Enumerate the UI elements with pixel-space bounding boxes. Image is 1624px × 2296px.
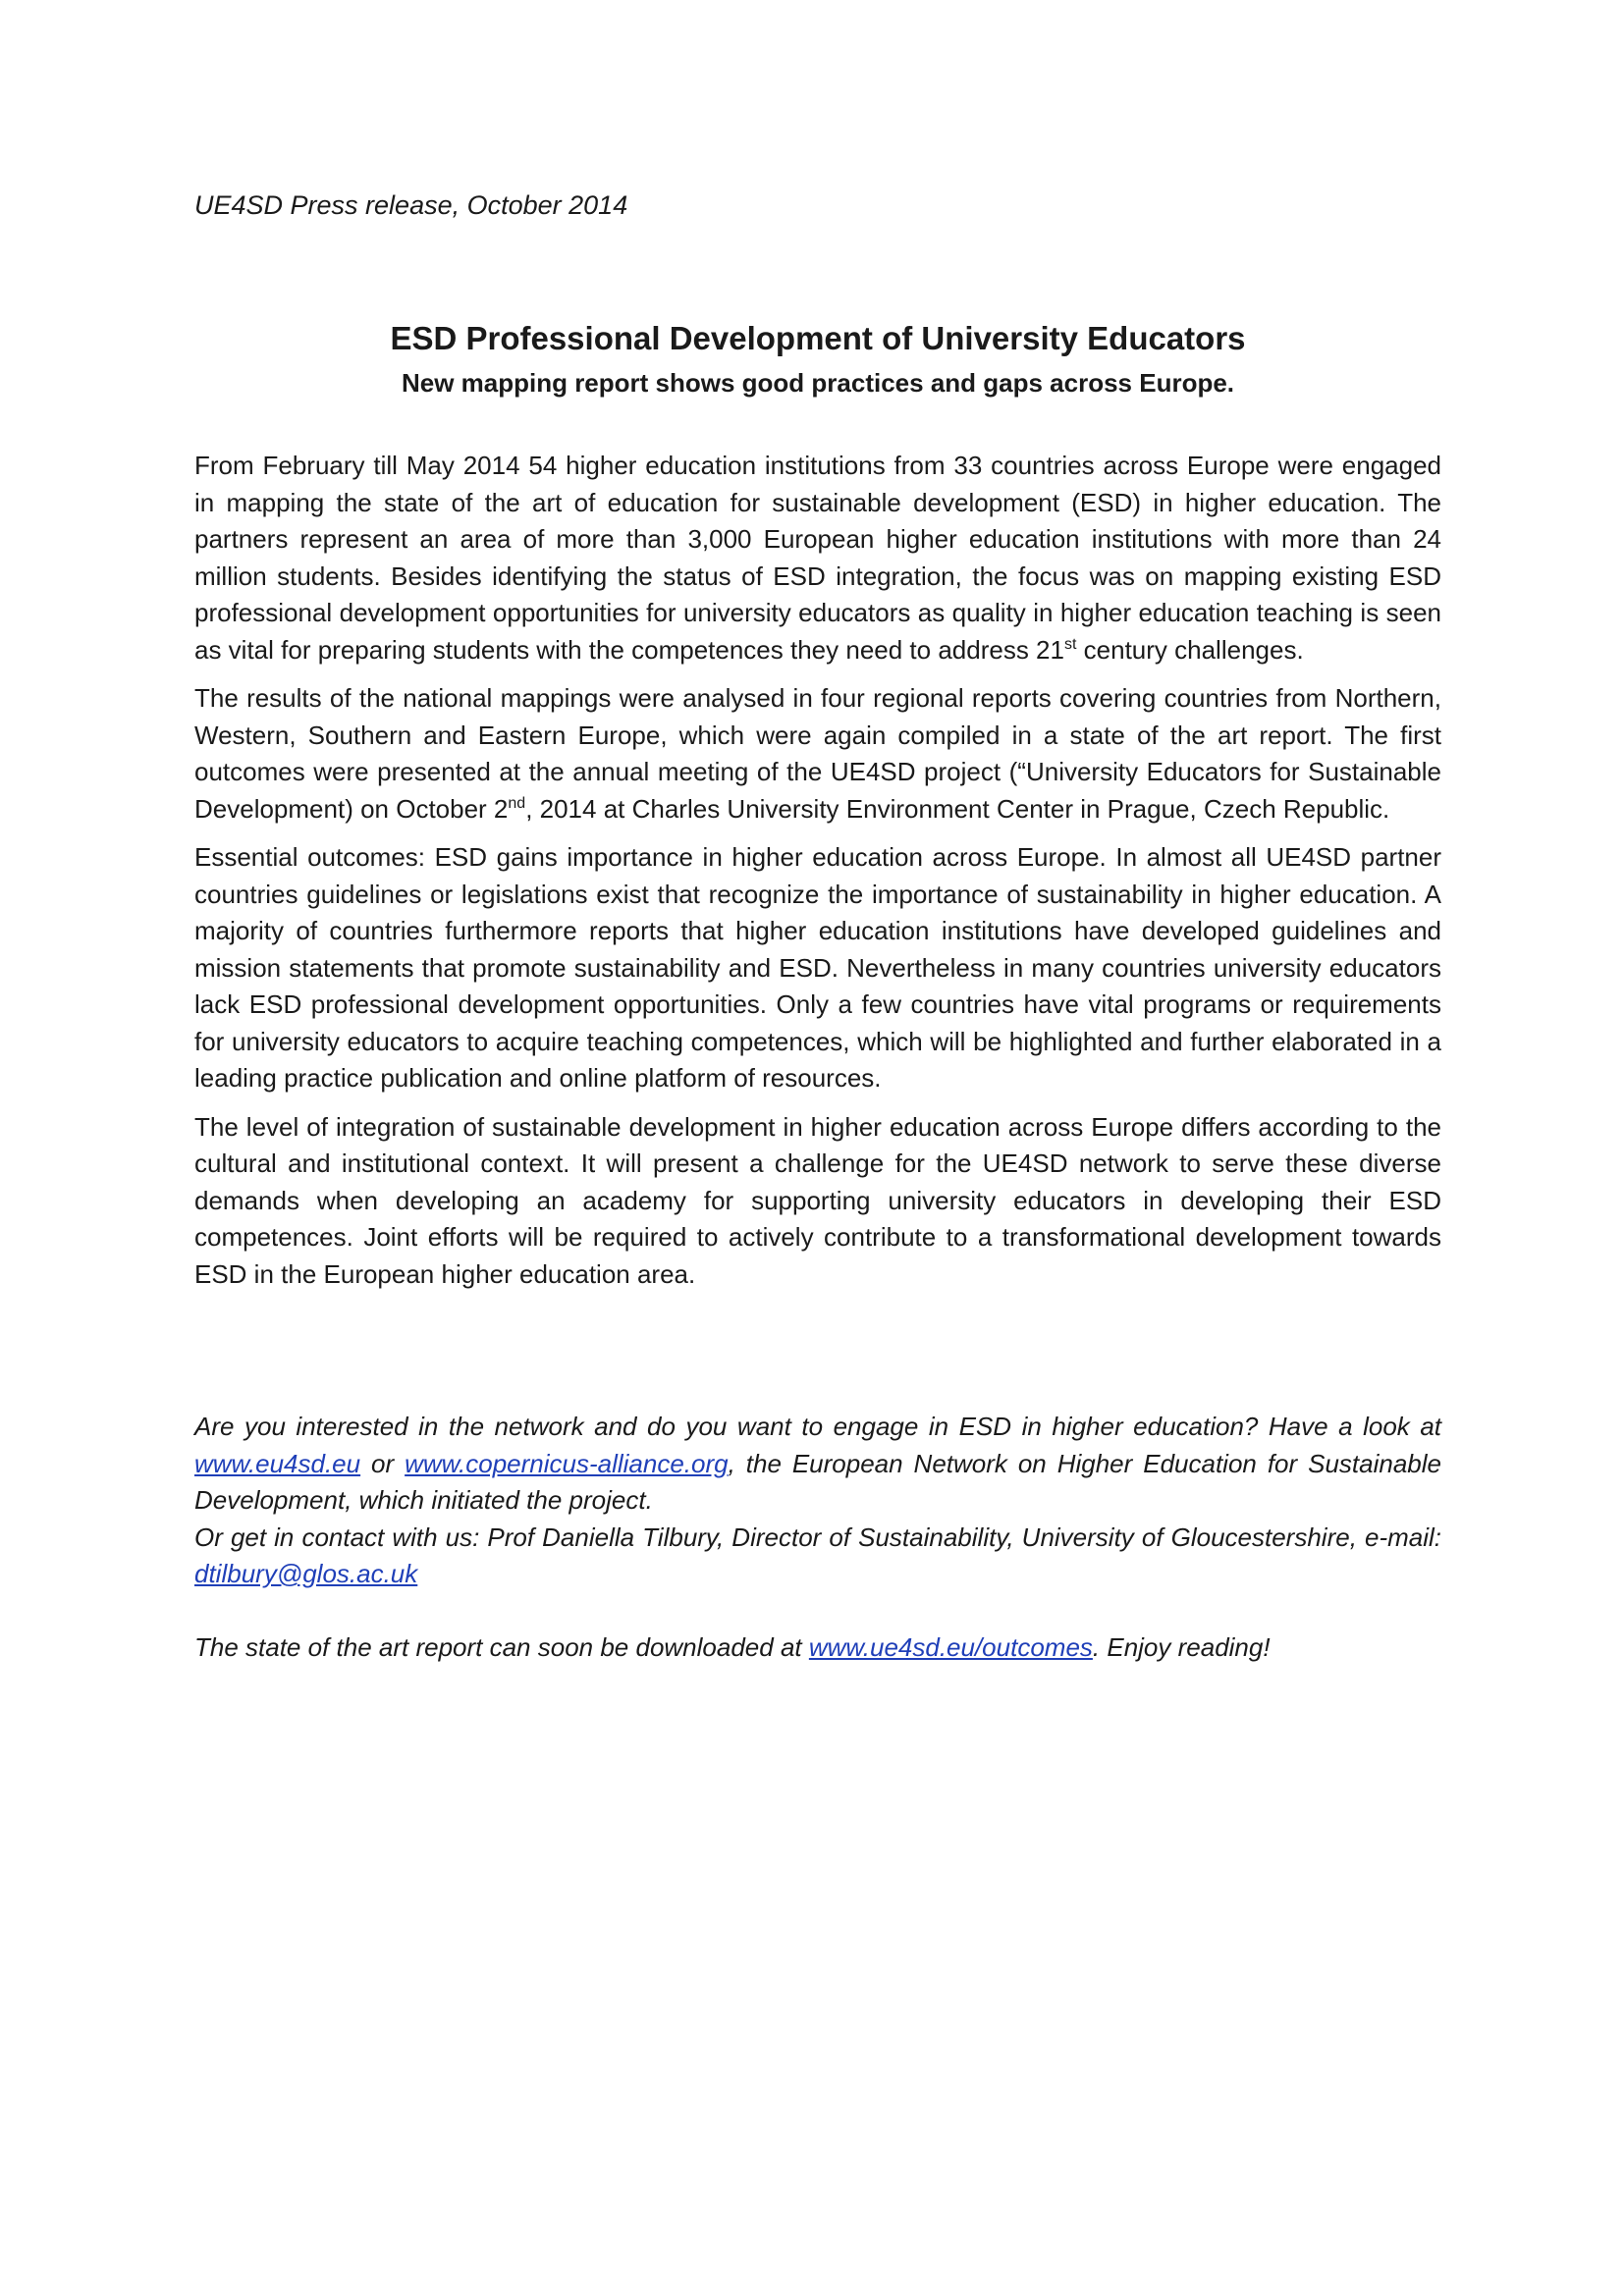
copernicus-alliance-link[interactable]: www.copernicus-alliance.org [405, 1448, 729, 1478]
eu4sd-link[interactable]: www.eu4sd.eu [194, 1448, 361, 1478]
outcomes-link[interactable]: www.ue4sd.eu/outcomes [808, 1631, 1093, 1662]
contact-line [194, 1520, 1441, 1593]
body-text [194, 448, 1441, 1293]
report-download-line [194, 1629, 1441, 1667]
report-text-end: . Enjoy reading! [1092, 1631, 1271, 1662]
dateline: UE4SD Press release, October 2014 [194, 190, 628, 220]
ordinal-suffix-nd: nd [508, 794, 526, 812]
page-subtitle: New mapping report shows good practices and gaps across Europe. [401, 368, 1235, 398]
network-description: , the European Network on Higher Education for Sustainable Development, which initiated the project. [194, 1448, 1441, 1515]
contact-section [194, 1409, 1441, 1593]
contact-text: Or get in contact with us: Prof Daniella Tilbury, Director of Sustainability, University of Gloucestershire, e-mail: [194, 1522, 1441, 1552]
press-release-page [194, 187, 1441, 1691]
email-link[interactable]: dtilbury@glos.ac.uk [194, 1559, 418, 1588]
or-text: or [360, 1448, 406, 1478]
network-invitation-text: Are you interested in the network and do you want to engage in ESD in higher education? Have a look at [194, 1412, 1441, 1441]
report-text: The state of the art report can soon be downloaded at [194, 1631, 809, 1662]
paragraph-1-text-end: century challenges. [1076, 634, 1304, 665]
paragraph-2 [194, 680, 1441, 828]
paragraph-2-text: The results of the national mappings were analysed in four regional reports covering countries from Northern, Western, Southern and Eastern Europe, which were again compiled in a state of the art report. The first outcomes were presented at the annual meeting of the UE4SD project (“University Educators for Sustainable Development) on October 2 [194, 683, 1441, 824]
ordinal-suffix-st: st [1063, 635, 1077, 653]
paragraph-2-text-end: , 2014 at Charles University Environment Center in Prague, Czech Republic. [525, 793, 1390, 824]
paragraph-1-text: From February till May 2014 54 higher education institutions from 33 countries across Europe were engaged in mapping the state of the art of education for sustainable development (ESD) in higher education. The partners represent an area of more than 3,000 European higher education institutions with more than 24 million students. Besides identifying the status of ESD integration, the focus was on mapping existing ESD professional development opportunities for university educators as quality in higher education teaching is seen as vital for preparing students with the competences they need to address 21 [194, 451, 1441, 665]
network-invitation [194, 1409, 1441, 1520]
paragraph-1 [194, 448, 1441, 668]
page-title: ESD Professional Development of University Educators [390, 320, 1246, 356]
paragraph-3: Essential outcomes: ESD gains importance in higher education across Europe. In almost all UE4SD partner countries guidelines or legislations exist that recognize the importance of sustainability in higher education. A majority of countries furthermore reports that higher education institutions have developed guidelines and mission statements that promote sustainability and ESD. Nevertheless in many countries university educators lack ESD professional development opportunities. Only a few countries have vital programs or requirements for university educators to acquire teaching competences, which will be highlighted and further elaborated in a leading practice publication and online platform of resources. [194, 842, 1441, 1093]
paragraph-4: The level of integration of sustainable development in higher education across Europe differs according to the cultural and institutional context. It will present a challenge for the UE4SD network to serve these diverse demands when developing an academy for supporting university educators in developing their ESD competences. Joint efforts will be required to actively contribute to a transformational development towards ESD in the European higher education area. [194, 1111, 1441, 1289]
